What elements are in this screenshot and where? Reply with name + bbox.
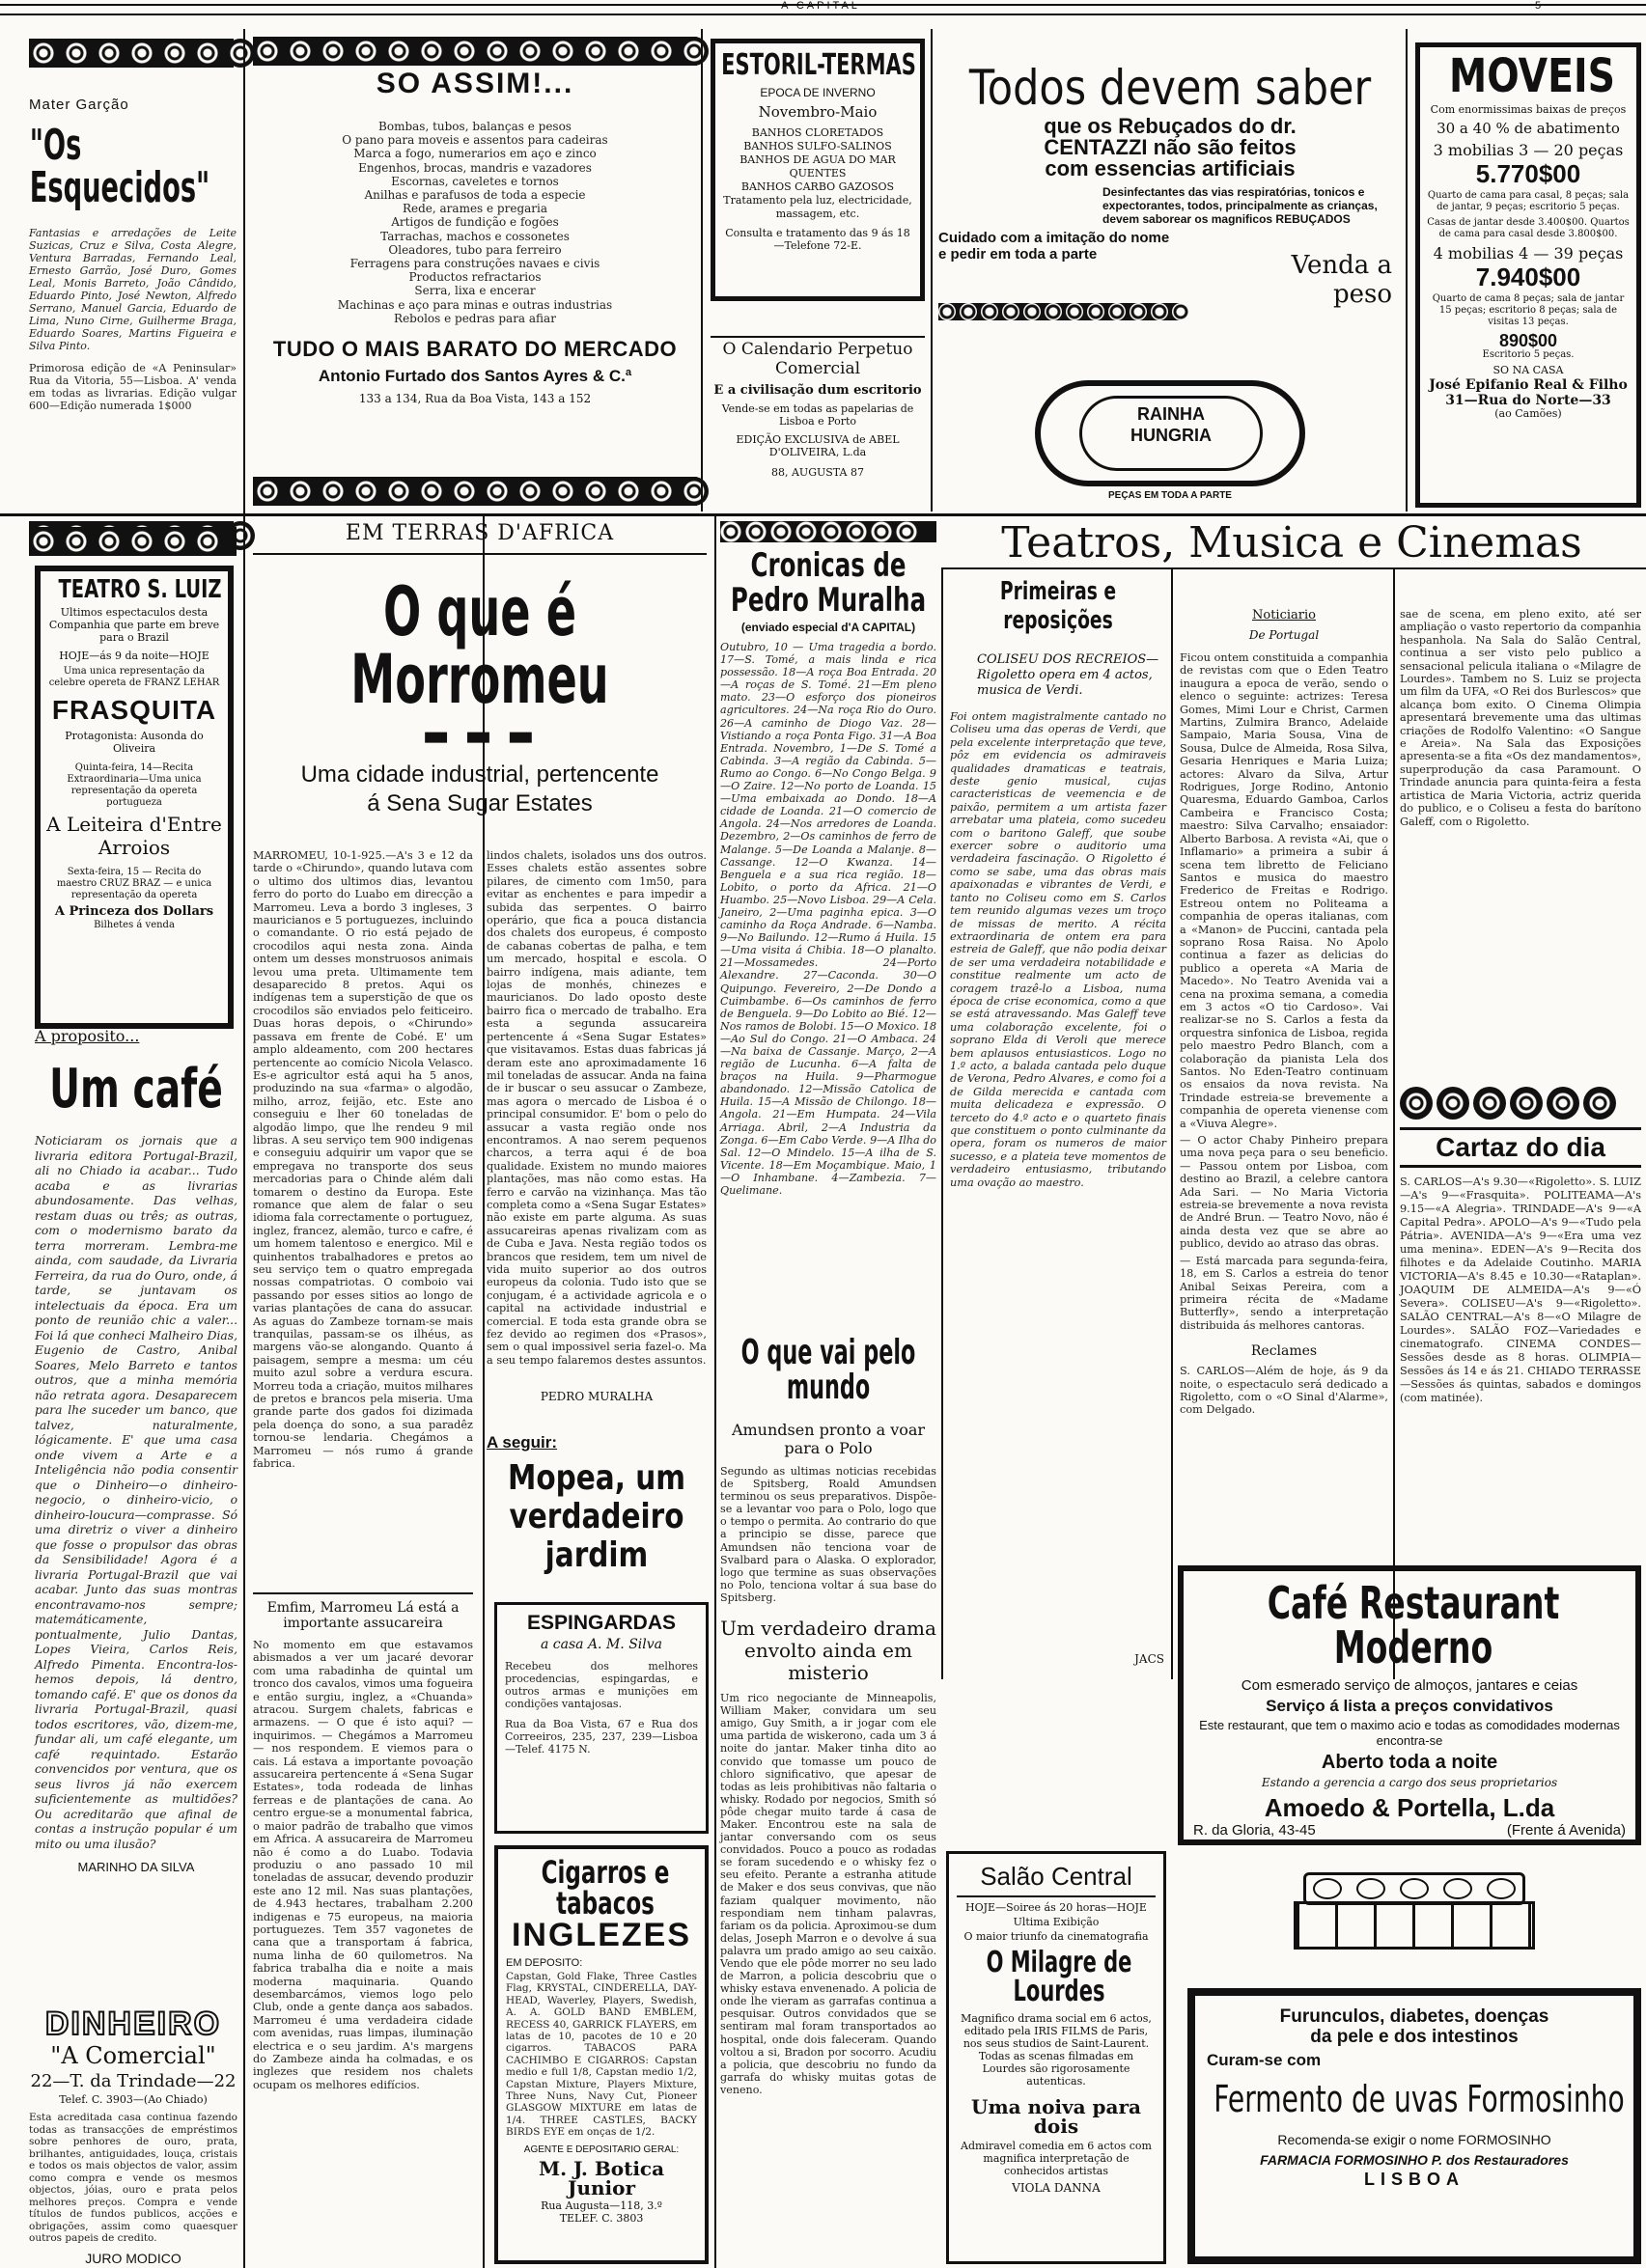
ornament-border (1400, 1087, 1641, 1120)
esquecidos-foot: Primorosa edição de «A Peninsular» Rua da Vitoria, 55—Lisboa. A' venda em todas as livrarias. Edição vulgar 600—Edição numerada 1$000 (29, 362, 237, 412)
formosinho-pharmacy: FARMACIA FORMOSINHO P. dos Restauradores (1260, 2152, 1569, 2168)
restaurant-address: R. da Gloria, 43-45 (1193, 1822, 1316, 1839)
espingardas-ad (494, 1602, 709, 1834)
so-assim-ad (253, 69, 697, 475)
product-line: Rede, arames e pregaria (402, 202, 548, 216)
restaurant-line1: Com esmerado serviço de almoços, jantares e ceias (1241, 1677, 1578, 1694)
so-assim-title: SO ASSIM!... (376, 68, 574, 99)
product-line: Anilhas e parafusos de toda a especie (364, 188, 586, 203)
treatment-line: QUENTES (789, 167, 847, 180)
teatros-col3 (1400, 608, 1641, 1091)
masthead-title: A CAPITAL (781, 0, 860, 12)
cronicas-body: Outubro, 10 — Uma tragedia a bordo. 17—S. Tomé, a mais linda e rica possessão. 18—A roça Boa Entrada. 20—A roças de S. Tomé. 21—Em pleno mato. 23—O esforço dos pioneiros agricultores. 24—Na roça Rio do Ouro. 26—A caminho de Diogo Vaz. 28—Vistiando a roça Ponta Figo. 31—A Boa Entrada. Novembro, 1—De S. Tomé a Cabinda. 3—A região da Cabinda. 5—Rumo ao Congo. 6—No Congo Belga. 9—O Zaire. 12—No porto de Loanda. 15—Uma embaixada ao Dondo. 18—A cidade de Loanda. 21—O comercio de Angola. 24—Nos arredores de Loanda. Dezembro, 2—Os caminhos de ferro de Malange. 5—De Loanda a Malanje. 8—Cassange. 12—O Kwanza. 14—Benguela e a sua rica região. 18—Lobito, o porto da Africa. 21—O Huambo. 25—Novo Lisboa. 29—A Cela. Janeiro, 2—Uma paginha epica. 3—O caminho da Roça Andrade. 6—Namba. 9—No Bailundo. 12—Rumo á Huila. 15—Uma visita á Chibia. 18—O planalto. 21—Mossamedes. 24—Porto Alexandre. 27—Caconda. 30—O Quipungo. Fevereiro, 2—De Dondo a Cuimbambe. 6—Os caminhos de ferro de Benguela. 9—Do Lobito ao Bié. 12—Nos ramos de Bolobi. 15—O Moxico. 18—Ao Sul do Congo. 21—O Ambaca. 24—Na baixa de Cassanje. Março, 2—A região de Lucunha. 6—A falta de braços na Huila. 9—Pharmogue abandonado. 12—Missão Catolica de Huila. 15—A Missão de Chilongo. 18—Angola. 21—Em Humpata. 24—Vila Arriaga. Abril, 2—A Industria da Zonga. 6—Em Cabo Verde. 9—A Ilha do Sal. 12—O Mindelo. 15—A ilha de S. Vicente. 18—Em Moçambique. Maio, 1—O Inhambane. 4—Zambezia. 7—Quelimane. (720, 641, 936, 1198)
treatment-line: BANHOS SULFO-SALINOS (743, 140, 892, 152)
so-assim-address: 133 a 134, Rua da Boa Vista, 143 a 152 (358, 392, 592, 406)
moveis-title: MOVEIS (1449, 49, 1615, 103)
ornament-border (720, 521, 936, 542)
restaurant-line5: Estando a gerencia a cargo dos seus proprietarios (1261, 1776, 1558, 1789)
moveis-price2: 7.940$00 (1475, 263, 1581, 291)
teatro-tickets: Bilhetes á venda (94, 920, 175, 930)
moveis-shop-near: (ao Camões) (1494, 407, 1562, 420)
formosinho-line2: da pele e dos intestinos (1310, 2027, 1519, 2047)
restaurant-ad (1178, 1565, 1641, 1845)
moveis-shop-address: 31—Rua do Norte—33 (1445, 393, 1611, 408)
cafe-kicker: A proposito... (35, 1027, 140, 1045)
moveis-discount: 30 a 40 % de abatimento (1437, 120, 1620, 137)
esquecidos-title: "Os Esquecidos" (29, 121, 210, 212)
moveis-shop-label: SO NA CASA (1493, 364, 1564, 376)
teatros-col1 (950, 577, 1166, 1677)
calendario-title: O Calendario Perpetuo Comercial (722, 340, 913, 378)
treatment-line: Tratamento pela luz, electricidade, massagem, etc. (723, 194, 912, 220)
ornament-border (253, 477, 697, 506)
tin-label (1079, 403, 1263, 461)
so-assim-slogan: TUDO O MAIS BARATO DO MERCADO (272, 337, 678, 362)
product-line: Rebolos e pedras para afiar (394, 311, 556, 325)
teatro-show: FRASQUITA (51, 695, 217, 725)
cigarros-ad (494, 1845, 709, 2264)
estoril-list (723, 126, 912, 221)
mundo-title: O que vai pelo mundo (740, 1333, 916, 1407)
product-line: Bombas, tubos, balanças e pesos (378, 120, 572, 133)
calendario-sub: E a civilisação dum escritorio (713, 383, 922, 398)
mundo-body: Segundo as ultimas noticias recebidas de Spitsberg, Roald Amundsen terminou os seus preparativos. Dispõe-se a levantar voo para o Polo, logo que o tempo o permita. Ao contrario do que a principio se disse, parece que Amundsen não tenciona voar de Svalbard para o Alaska. O explorador, logo que termine as suas observações no Polo, tenciona voltar á sua base do Spitsberg. (720, 1465, 936, 1604)
drama-title: Um verdadeiro drama envolto ainda em misterio (720, 1617, 936, 1685)
product-line: Serra, lixa e encerar (414, 284, 536, 298)
centazzi-line2: CENTAZZI não são feitos (1044, 135, 1297, 159)
africa-col2: lindos chalets, isolados uns dos outros. Esses chalets estão assentes sobre pilares, de cimento com 1m50, para evitar as enchentes e para impedir a subida das serpentes. O bairro operário, que fica a pouca distancia dos chalets dos europeus, é composto de cabanas cobertas de palha, e tem um mercado, hospital e escola. O bairro indígena, mais adiante, tem lojas de monhés, chinezes e mauricianos. Do lado oposto deste bairro fica o mercado de trabalho. Era esta a segunda assucareira pertencente á «Sena Sugar Estates» que visitavamos. Estas duas fabricas já deram este ano aproximadamente 16 mil toneladas de assucar. Anda na faina de ir buscar o seu assucar o Zambeze, mas agora o mercado de Lisboa é o principal consumidor. E' bom o pelo do assucar a vasta região onde nos encontramos. A nao serem pequenos charcos, a terra aqui é de boa qualidade. Existem no mundo maiores plantações, mas não como estas. Ha ferro e carvão na vizinhança. Mas tão completa como a «Sena Sugar Estates» não existe em parte alguma. As suas assucareiras apenas rivalizam com as de Cuba e Java. Nesta região todos os brancos que residem, tem um nivel de vida muito superior ao dos outros europeus da colonia. Tudo isto que se conjugam, é a actividade agricola e o capital na actividade industrial e comercial. E toda esta grande obra se fez devido ao regimen dos «Prasos», sem o qual impossivel seria fazel-o. Ma a seu tempo falaremos destes assuntos. (487, 849, 707, 1367)
reclames-title: Reclames (1250, 1343, 1318, 1360)
cigarros-agent: AGENTE E DEPOSITARIO GERAL: (523, 2144, 680, 2155)
salao-star: VIOLA DANNA (1012, 2181, 1101, 2195)
africa-title: O que é Morromeu (350, 572, 609, 719)
candy-tin-illustration (1035, 380, 1305, 486)
restaurant-firm: Amoedo & Portella, L.da (1264, 1793, 1555, 1822)
restaurant-line2: Serviço á lista a preços convidativos (1266, 1697, 1553, 1715)
ornament-border (29, 39, 234, 68)
formosinho-product: Fermento de uvas Formosinho (1214, 2078, 1625, 2120)
dinheiro-address: 22—T. da Trindade—22 (30, 2071, 237, 2091)
formosinho-line3: Curam-se com (1207, 2051, 1322, 2069)
calendario-sale: Vende-se em todas as papelarias de Lisboa e Porto (721, 402, 914, 428)
drama-body: Um rico negociante de Minneapolis, William Maker, convidara um seu amigo, Guy Smith, a ir jogar com ele uma partida de wiskerono, cada um 3 á noite do jantar. Maker tinha dito ao convido que tomasse um pouco de chloro significativo, que apesar de todas as leis prohibitivas não faltaria o whisky. Rodado por negocios, Smith só pôde chegar muito tarde á casa de Maker. Encontrou este na sala de jantar conversando com os seus convidados. Pouco a pouco as rodadas se foram sucedendo e o whisky fez o seu efeito. Perante a estranha atitude de Maker e dos seus convivas, que não faziam qualquer movimento, não respondiam nem tinham palavras, fariam os da policia. Aproximou-se dum delas, Joseph Marron e o devolve á sua palavra um prado amigo ao seu caixão. Vendo que ele pôde morrer no seu lado de Marron, a policia descobriu que o whisky estava envenenado. A policia de onde lhe vieram as garrafas continua a pesquisar. Outros convidados que se sentiram mal foram transportados ao hospital, onde dois faleceram. Quando voltou a si, Bradon por socorro. Acudiu a policia, que descobriu no fundo da garrafa do whisky muitas gotas de veneno. (720, 1692, 936, 2096)
salao-body2: Admiravel comedia em 6 actos com magnifica interpretação de conhecidos artistas (961, 2140, 1152, 2177)
teatros-col3-body: sae de scena, em pleno exito, até ser ampliação o vasto repertorio da companhia hespanhola. Na Sala do Salão Central, continua a ser visto pelo publico a sensacional pelicula italiana o «Milagre de Lourdes». Tambem no S. Luiz se projecta um film da UFA, «O Rei dos Burlescos» que alcança bom exito. O Cinema Olimpia apresentará brevemente uma das ultimas criações de Rodolfo Valentino: «O Sangue e Areia». Na Sala das Exposições apresenta-se a fita «Os dez mandamentos», superprodução da casa Paramount. O Trindade anuncia para quinta-feira a festa artistica de Maria Victoria, actriz querida do publico, e o Coliseu a festa do barítono Galeff, com o Rigoletto. (1400, 608, 1641, 828)
espingardas-title: ESPINGARDAS (526, 1612, 677, 1634)
cafe-article (35, 1027, 237, 1992)
africa-sub: Uma cidade industrial, pertencente á Sena Sugar Estates (300, 761, 659, 816)
treatment-line: BANHOS CARBO GAZOSOS (740, 180, 895, 193)
ornament-border (938, 303, 1180, 320)
esquecidos-kicker: Mater Garção (29, 97, 129, 113)
teatros-col2 (1180, 608, 1388, 1535)
noticiario-sub: De Portugal (1248, 628, 1320, 642)
reclames-body: S. CARLOS—Além de hoje, ás 9 da noite, o espectaculo será dedicado a Rigoletto, com o «O Sinal d'Alarme», com Delgado. (1180, 1365, 1388, 1417)
salao-central-ad (946, 1851, 1166, 2264)
teatro-sub: Ultimos espectaculos desta Companhia que parte em breve para o Brazil (48, 606, 220, 644)
treatment-line: BANHOS CLORETADOS (751, 126, 884, 139)
estoril-ad (711, 39, 925, 301)
product-line: Machinas e aço para minas e outras industrias (337, 297, 613, 312)
egg-box-illustration (1284, 1863, 1545, 1959)
restaurant-line4: Aberto toda a noite (1321, 1752, 1498, 1773)
ornament-border (29, 527, 237, 556)
teatro-show2: A Leiteira d'Entre Arroios (46, 813, 222, 859)
cartaz-title: Cartaz do dia (1400, 1127, 1641, 1168)
moveis-desc1: Quarto de cama para casal, 8 peças; sala de jantar, 9 peças; escritorio 5 peças. (1427, 190, 1630, 212)
estoril-note: Consulta e tratamento das 9 ás 18—Telefone 72-E. (725, 227, 910, 252)
estoril-season: EPOCA DE INVERNO (760, 86, 876, 99)
africa-follow-label: A seguir: (487, 1433, 558, 1452)
cigarros-title2: INGLEZES (511, 1917, 692, 1953)
cafe-title: Um café (49, 1058, 223, 1120)
moveis-price3: 890$00 (1498, 331, 1558, 350)
formosinho-line1: Furunculos, diabetes, doenças (1279, 2006, 1549, 2027)
espingardas-body: Recebeu dos melhores procedencias, espingardas, e outros armas e munições em condições vantajosas. (505, 1660, 698, 1710)
cigarros-label: EM DEPOSITO: (506, 1957, 583, 1969)
africa-kicker: EM TERRAS D'AFRICA (253, 521, 707, 555)
teatro-show3: A Princeza dos Dollars (54, 904, 214, 919)
calendario-foot: 88, AUGUSTA 87 (771, 466, 864, 479)
africa-box (253, 1592, 473, 2268)
salao-film: O Milagre de Lourdes (986, 1946, 1132, 2008)
moveis-shop: José Epifanio Real & Filho (1429, 377, 1628, 393)
product-line: O pano para moveis e assentos para cadeiras (342, 133, 608, 148)
salao-line1: HOJE—Soiree ás 20 horas—HOJE (965, 1901, 1147, 1914)
product-line: Engenhos, brocas, mandris e vazadores (358, 160, 592, 175)
dinheiro-foot: JURO MODICO (85, 2250, 181, 2266)
teatro-desc: Uma unica representação da celebre opereta de FRANZ LEHAR (48, 666, 220, 688)
dinheiro-title: DINHEIRO (44, 2005, 222, 2042)
page-number: 5 (1535, 0, 1542, 12)
cigarros-address: Rua Augusta—118, 3.º (541, 2199, 662, 2212)
estoril-title: ESTORIL-TERMAS (721, 48, 916, 82)
dinheiro-tel: Telef. C. 3903—(Ao Chiado) (59, 2093, 208, 2106)
calendario-edition: EDIÇÃO EXCLUSIVA de ABEL D'OLIVEIRA, L.da (736, 433, 900, 458)
moveis-price1: 5.770$00 (1475, 159, 1581, 188)
moveis-desc2: Quarto de cama 8 peças; sala de jantar 15 peças; escritorio 8 peças; sala de visitas 13 peças. (1432, 293, 1625, 327)
ornament-border (253, 37, 697, 66)
centazzi-ad (938, 62, 1402, 510)
moveis-offer2: 4 mobilias 4 — 39 peças (1433, 244, 1624, 263)
moveis-desc3: Escritorio 5 peças. (1482, 349, 1575, 360)
cartaz-body: S. CARLOS—A's 9.30—«Rigoletto». S. LUIZ—A's 9—«Frasquita». POLITEAMA—A's 9.15—«A Alegria». TRINDADE—A's 9—«A Capital Pedra». APOLO—A's 9—«Tudo pela Pátria». AVENIDA—A's 9—«Era uma vez uma menina». EDEN—A's 9—Recita dos filhotes e da Adelaide Coutinho. MARIA VICTORIA—A's 8.45 e 10.30—«Rataplan». JOAQUIM DE ALMEIDA—A's 9—«Ó Severa». COLISEU—A's 9—«Rigoletto». SALÃO CENTRAL—A's 8—«O Milagre de Lourdes». SALÃO FOZ—Variedades e cinematografo. CINEMA CONDES—Sessões desde as 8 horas. OLIMPIA—Sessões ás 14 e ás 21. CHIADO TERRASSE—Sessões ás quintas, sabados e domingos (com matinée). (1400, 1175, 1641, 1404)
product-line: Artigos de fundição e fogões (391, 215, 559, 230)
teatro-thu: Quinta-feira, 14—Recita Extraordinaria—Uma unica representação da opereta portugueza (67, 762, 202, 808)
moveis-note: Casas de jantar desde 3.400$00. Quartos de cama para casal desde 3.800$00. (1427, 217, 1630, 239)
noticiario-title: Noticiario (1252, 608, 1316, 622)
primeiras-sub: COLISEU DOS RECREIOS—Rigoletto opera em 4 actos, musica de Verdi. (977, 652, 1159, 698)
treatment-line: BANHOS DE AGUA DO MAR (739, 153, 896, 166)
primeiras-body: Foi ontem magistralmente cantado no Coliseu uma das operas de Verdi, que pela excelente interpretação que teve, pôz em evidencia os admiraveis qualidades dramaticas e teatrais, deste genio musical, cujas caracteristicas de veemencia e de paixão, permitem a um artista fazer arrebatar uma plateia, como sucedeu com o baritono Galeff, que soube exercer sobre o auditorio uma verdadeira fascinação. O Rigoletto é como se sabe, uma das obras mais apaixonadas e vibrantes de Verdi, e tanto no Coliseu como em S. Carlos tem reunido algumas vezes um troço de missas de merito. A récita extraordinaria de ontem era para estreia de Galeff, que não podia deixar de ser uma verdadeira notabilidade e constitue realmente um acto de coragem trazê-lo a Lisboa, numa época de crise economica, como a que se está atravessando. Mas Galeff teve uma colaboração excelente, foi o soprano Elda di Veroli que merece bem aplausos entusiasticos. Logo no 1.º acto, a balada cantada pelo duque de Verona, Pedro Alvares, e como foi a de Gilda merecida e cantada com muita delicadeza e expressão. O terceto do 4.º acto e o quarteto finais que constituem o ponto culminante da opera, foram os numeros de maior sucesso, e a plateia teve momentos de verdadeiro entusiasmo, tributando uma ovação ao maestro. (950, 710, 1166, 1189)
noticiario-body2: — O actor Chaby Pinheiro prepara uma nova peça para o seu beneficio. — Passou ontem por Lisboa, com destino ao Brazil, a celebre cantora Ada Sari. — No Maria Victoria estreia-se brevemente a nova revista de André Brun. — Teatro Novo, não é ainda desta vez que se abre ao publico, devido ao atraso das obras. (1180, 1134, 1388, 1251)
centazzi-line3: com essencias artificiais (1045, 156, 1296, 180)
product-line: Escornas, caveletes e tornos (391, 174, 559, 188)
product-line: Tarrachas, machos e cossonetes (380, 229, 570, 243)
restaurant-address2: (Frente á Avenida) (1506, 1822, 1626, 1839)
dinheiro-body: Esta acreditada casa continua fazendo todas as transacções de empréstimos sobre penhores de ouro, prata, brilhantes, antiguidades, louça, cristais e todos os mais objectos de valor, assim como compra e vende os mesmos objectos, jóias, ouro e prata pelos melhores preços. Compra e vende títulos de fundos publicos, acções e obrigações, assim como quaesquer outros papeis de credito. (29, 2112, 237, 2244)
product-line: Marca a fogo, numerarios em aço e zinco (353, 147, 597, 161)
tin-label-line: HUNGRIA (1130, 426, 1212, 445)
restaurant-line3: Este restaurant, que tem o maximo acio e todas as comodidades modernas encontra-se (1199, 1718, 1620, 1748)
product-line: Ferragens para construções navaes e civis (349, 257, 600, 271)
moveis-offer1: 3 mobilias 3 — 20 peças (1433, 141, 1624, 159)
cigarros-firm: M. J. Botica Junior (538, 2156, 665, 2199)
teatro-cast: Protagonista: Ausonda do Oliveira (65, 730, 204, 755)
africa-signature: PEDRO MURALHA (540, 1390, 654, 1403)
dinheiro-ad (29, 2007, 237, 2264)
salao-line3: O maior triunfo da cinematografia (963, 1930, 1149, 1943)
esquecidos-body: Fantasias e arredações de Leite Suzicas, Cruz e Silva, Costa Alegre, Ventura Barradas, Fernando Leal, Ernesto Garrão, José Duro, Gomes Leal, Monis Barreto, João Cândido, Eduardo Pinto, José Newton, Alfredo Serrano, Manuel Garcia, Eduardo de Lima, Nuno Cirne, Guilherme Braga, Eduardo Soares, Martins Figueira e Silva Pinto. (29, 227, 237, 352)
africa-box-title: Emfim, Marromeu Lá está a importante assucareira (253, 1592, 473, 1631)
centazzi-line1: que os Rebuçados do dr. (1044, 114, 1297, 138)
centazzi-warning: Cuidado com a imitação do nome e pedir em toda a parte (938, 230, 1170, 263)
dinheiro-firm: "A Comercial" (50, 2042, 216, 2069)
teatro-s-luiz-ad (35, 566, 234, 1029)
so-assim-firm: Antonio Furtado dos Santos Ayres & C.ª (318, 367, 632, 386)
formosinho-line4: Recomenda-se exigir o nome FORMOSINHO (1277, 2132, 1551, 2147)
product-line: Oleadores, tubo para ferreiro (388, 242, 562, 257)
cigarros-tel: TELEF. C. 3803 (559, 2211, 644, 2225)
africa-follow: Mopea, um verdadeiro jardim (507, 1458, 685, 1575)
espingardas-address: Rua da Boa Vista, 67 e Rua dos Correeiros, 235, 237, 239—Lisboa—Telef. 4175 N. (505, 1718, 698, 1756)
moveis-ad (1415, 42, 1641, 508)
cronicas-title: Cronicas de Pedro Muralha (730, 546, 927, 620)
noticiario-body3: — Está marcada para segunda-feira, 18, em S. Carlos a estreia do tenor Anibal Seixas Pereira, com a primeira récita de «Madame Butterfly», sendo a interpretação distribuida ás melhores cantoras. (1180, 1254, 1388, 1332)
espingardas-sub: a casa A. M. Silva (540, 1637, 662, 1652)
teatro-fri: Sexta-feira, 15 — Recita do maestro CRUZ BRAZ — e unica representação da opereta (56, 867, 212, 900)
salao-title: Salão Central (957, 1862, 1156, 1897)
teatros-section-title: Teatros, Musica e Cinemas (1001, 518, 1582, 567)
mundo-sub: Amundsen pronto a voar para o Polo (731, 1421, 926, 1457)
formosinho-ad (1187, 1988, 1641, 2264)
moveis-intro: Com enormissimas baixas de preços (1430, 103, 1627, 116)
cronicas-column (720, 548, 936, 2266)
centazzi-desc: Desinfectantes das vias respiratórias, tonicos e expectorantes, todos, principalmente as crianças, devem saborear os magnificos REBUÇADOS (1102, 185, 1378, 226)
estoril-months: Novembro-Maio (758, 103, 878, 121)
tin-label-line: RAINHA (1137, 404, 1205, 424)
restaurant-title: Café Restaurant Moderno (1267, 1577, 1560, 1673)
cigarros-title: Cigarros e tabacos (541, 1854, 670, 1922)
formosinho-city: LISBOA (1363, 2170, 1465, 2189)
cronicas-sub: (enviado especial d'A CAPITAL) (740, 621, 916, 634)
africa-article: EM TERRAS D'AFRICA O que é Morromeu ▬ ▬ ▬ Uma cidade industrial, pertencente á Sena Sugar Estates MARROMEU, 10-1-925.—A's 3 e 12 da tarde o «Chirundo», quando lutava com o ultimo dos ultimos dias, levantou ferro do porto do Luabo em direcção a Marromeu. Leva a bordo 3 ingleses, 3 mauricianos e 5 portuguezes, incluindo o comandante. O rio está pejado de crocodilos aqui nesta zona. Ainda ontem um desses monstruosos animais levou uma preta. Ultimamente tem desaparecido 8 pretos. Aqui os indígenas tem a superstição de que os crocodilos são enviados pelo feiticeiro. Duas horas depois, o «Chirundo» passava em frente de Cobé. E' um amplo aldeamento, com 200 hectares pertencente ao comício Nicola Velasco. Es-e agricultor está aqui ha 5 anos, produzindo na sua «farma» o algodão, milho, arroz, feijão, etc. Este ano conseguiu e lher 60 toneladas de algodão limpo, que lhe rendeu 9 mil libras. A seu serviço tem 900 indigenas e conseguiu adquirir um vapor que se empregava no transporte dos seus mercadorias para o Chinde além dali tomarem o destino da Europa. Este romance que alem de falar o seu idioma fala correctamente o portuguez, inglez, francez, alemão, turco e cafre, é um homem talentoso e energico. Mil e quinhentos trabalhadores e pretos ao seu serviço tem o quatro empregada nossas compatriotas. O comboio vai passando por esses sitios ao longo de varias plantações de cana do assucar. As aguas do Zambeze tornam-se mais tranquilas, passam-se os ilhéus, as margens vão-se alongando. Quanto á paisagem, sempre a mesma: um céu muito azul sobre a verdura escura. Morreu toda a criação, muitos milhares de pretos e brancos pela miseria. Uma grande parte dos gados foi dizimada pela doença do sono, a sua paradêz tornou-se lendaria. Chegámos a Marromeu — nós rumo á grande fabrica. lindos chalets, isolados uns dos outros. Esses chalets estão assentes sobre pilares, de cimento com 1m50, para evitar as enchentes e para impedir a subida das serpentes. O bairro operário, que fica a pouca distancia dos chalets dos europeus, é composto de cabanas cobertas de palha, e tem um mercado, hospital e escola. O bairro indígena, mais adiante, tem lojas de monhés, chinezes e mauricianos. Do lado oposto deste bairro fica o mercado de trabalho. Era esta a segunda assucareira pertencente á «Sena Sugar Estates» que visitavamos. Estas duas fabricas já deram este ano aproximadamente 16 mil toneladas de assucar. Anda na faina de ir buscar o seu assucar o Zambeze, mas agora o mercado de Lisboa é o principal consumidor. E' bom o pelo do assucar a vasta região onde nos encontramos. A nao serem pequenos charcos, a terra aqui é de boa qualidade. Existem no mundo maiores plantações, mas não como estas. Ha ferro e carvão na vizinhança. Mas tão completa como a «Sena Sugar Estates» não existe em parte alguma. As suas assucareiras apenas rivalizam com as de Cuba e Java. Nesta região todos os brancos que residem, tem um nivel de vida muito superior ao dos outros europeus da colonia. Tudo isto que se conjugam, é a actividade agricola e o capital na actividade industrial e comercial. E toda esta grande obra se fez devido ao regimen dos «Prasos», sem o qual impossivel seria fazel-o. Ma a seu tempo falaremos destes assuntos. PEDRO MURALHA A seguir: Mopea, um verdadeiro jardim (253, 521, 707, 1737)
teatro-today: HOJE—ás 9 da noite—HOJE (59, 650, 209, 662)
salao-body: Magnifico drama social em 6 actos, editado pela IRIS FILMS de Paris, nos seus studios de Saint-Laurent. Todas as scenas filmadas em Lourdes são rigorosamente autenticas. (961, 2012, 1152, 2088)
cafe-signature: MARINHO DA SILVA (77, 1860, 195, 1874)
salao-line2: Ultima Exibição (1013, 1916, 1100, 1928)
salao-film2: Uma noiva para dois (971, 2095, 1141, 2138)
teatros-signature: JACS (1134, 1652, 1164, 1666)
calendario-ad (711, 336, 925, 506)
africa-box-body: No momento em que estavamos abismados a ver um jacaré devorar com uma rabadinha de quintal um tronco dos cavalos, vimos uma fogueira e então surgiu, inglez, a «Chuanda» atracou. Surgem chalets, fabricas e armazens. — O que é isto aqui? — inquirimos. — Chegámos a Marromeu — nos respondem. E viemos para o cais. Lá estava a importante povoação assucareira pertencente á «Sena Sugar Estates», toda rodeada de linhas ferreas e de plantações de cana. Ao centro ergue-se a monumental fabrica, o maior padrão de trabalho que vimos em Africa. A assucareira de Marromeu não é como a do Luabo. Todavia produziu o ano passado 10 mil toneladas de assucar, devendo produzir este ano 12 mil. Nas suas plantações, de 4.943 hectares, trabalham 2.200 indigenas e 75 europeus, na maioria portuguezes. Tem 357 vagonetes de cana que a transportam á fabrica, numa linha de 60 quilometros. Na fabrica trabalha dia e noite a mais moderna maquinaria. Quando desembarcámos, viemos logo pelo Club, onde a gente dança aos sabados. Marromeu é uma verdadeira cidade com avenidas, ruas limpas, iluminação electrica e o seu jardim. A's margens do Zambeze ainda ha colmadas, e os inglezes que residem nos chalets ocupam os melhores edifícios. (253, 1639, 473, 2091)
noticiario-body: Ficou ontem constituida a companhia de revistas com que o Eden Teatro inaugura a epoca de verão, sendo o elenco o seguinte: actrizes: Teresa Gomes, Mimi Lour e Christ, Carmen Martins, Zulmira Branco, Adelaide Sampaio, Maria Sousa, Vina de Sousa, Dulce de Almeida, Rosa Silva, Gesaria Henriques e Maria Luiza; actores: Alvaro da Silva, Artur Rodrigues, Jorge Rodino, Antonio Quaresma, Eduardo Gamboa, Carlos Cambeira e Francisco Costa; maestro: Silva Carvalho; ensaiador: Alberto Barbosa. A revista «Ai, que o Inflamario» a primeira a subir á scena tem libretto de Feliciano Santos e musica do maestro Frederico de Freitas e Rodrigo. Estreou ontem no Politeama a companhia de operas italianas, com a «Manon» de Puccini, cantada pela soprano Rosa Raisa. No Apolo continua a fazer as delicias do publico a opereta «A Maria de Macedo». No Teatro Avenida vai a cena na proxima semana, a comedia em 3 actos «O tio Cardoso». Vai realizar-se no S. Carlos a festa da orquestra sinfonica de Lisboa, regida pelo maestro Pedro Blanch, com a colaboração da pianista Lela dos Santos. No Eden-Teatro continuam os ensaios da nova revista. Na Trindade estreia-se brevemente a companhia de opereta vienense com a «Viuva Alegre». (1180, 651, 1388, 1130)
cigarros-body: Capstan, Gold Flake, Three Castles Flag, KRYSTAL, CINDERELLA, DAY-HEAD, Waverley, Players, Swedish, A. A. GOLD BAND EMBLEM, RECESS 40, GARRICK FLAYERS, em latas de 10, pacotes de 10 e 20 cigarros. TABACOS PARA CACHIMBO E CIGARROS: Capstan medio e full 1/8, Capstan medio 1/2, Capstan Mixture, Players Mixture, Three Nuns, Navy Cut, Pioneer GLASGOW MIXTURE em latas de 1/4. THREE CASTLES, BACKY BIRDS EYE em onças de 1/2. (506, 1971, 697, 2139)
primeiras-title: Primeiras e reposições (999, 577, 1117, 635)
cafe-body: Noticiaram os jornais que a livraria editora Portugal-Brazil, ali no Chiado ia acabar... Tudo acaba e as livrarias abundosamente. Das velhas, restam duas ou três; as outras, com o modernismo barato da terra morreram. Lembra-me ainda, com saudade, da Livraria Ferreira, da rua do Ouro, onde, á tarde, se juntavam os intelectuais da época. Era um ponto de reunião chic a valer... Foi lá que conheci Malheiro Dias, Eugenio de Castro, Anibal Soares, Melo Barreto e tantos outros, que a minha memória não retrata agora. Desaparecem para lhe suceder um banco, que talvez, naturalmente, lógicamente. E' que uma casa onde vivem a Arte e a Inteligência não podia consentir que o Dinheiro—o dinheiro-negocio, o dinheiro-vicio, o dinheiro-loucura—comprasse. Só uma diretriz o viver a dinheiro que fosse o propulsor das obras da Sensibilidade! Agora é a livraria Portugal-Brazil que vai acabar. Junto das suas montras encontravamo-nos sempre; matemáticamente, pontualmente, Julio Dantas, Lopes Vieira, Carlos Reis, Alfredo Pimenta. Encontra-los-hemos depois, lá dentro, tomando café. E' que os donos da livraria Portugal-Brazil, quasi todos escritores, vão, dizem-me, fundar ali, um café elegante, um café requintado. Estarão convencidos por ventura, que os seus livros já não exercem suficientemente as multidões? Ou acreditarão que afinal de contas a instrução popular é um mito ou uma ilusão? (35, 1134, 237, 1851)
centazzi-headline: Todos devem saber (968, 60, 1372, 116)
product-line: Productos refractarios (408, 270, 542, 285)
tin-foot: PEÇAS EM TODA A PARTE (1108, 490, 1232, 501)
so-assim-list (253, 120, 697, 325)
africa-col1: MARROMEU, 10-1-925.—A's 3 e 12 da tarde o «Chirundo», quando lutava com o ultimo dos ultimos dias, levantou ferro do porto do Luabo em direcção a Marromeu. Leva a bordo 3 ingleses, 3 mauricianos e 5 portuguezes, incluindo o comandante. O rio está pejado de crocodilos aqui nesta zona. Ainda ontem um desses monstruosos animais levou uma preta. Ultimamente tem desaparecido 8 pretos. Aqui os indígenas tem a superstição de que os crocodilos são enviados pelo feiticeiro. Duas horas depois, o «Chirundo» passava em frente de Cobé. E' um amplo aldeamento, com 200 hectares pertencente ao comício Nicola Velasco. Es-e agricultor está aqui ha 5 anos, produzindo na sua «farma» o algodão, milho, arroz, feijão, etc. Este ano conseguiu e lher 60 toneladas de algodão limpo, que lhe rendeu 9 mil libras. A seu serviço tem 900 indigenas e conseguiu adquirir um vapor que se empregava no transporte dos seus mercadorias para o Chinde além dali tomarem o destino da Europa. Este romance que alem de falar o seu idioma fala correctamente o portuguez, inglez, francez, alemão, turco e cafre, é um homem talentoso e energico. Mil e quinhentos trabalhadores e pretos ao seu serviço tem o quatro empregada nossas compatriotas. O comboio vai passando por esses sitios ao longo de varias plantações de cana do assucar. As aguas do Zambeze tornam-se mais tranquilas, passam-se os ilhéus, as margens vão-se alongando. Quanto á paisagem, sempre a mesma: um céu muito azul sobre a verdura escura. Morreu toda a criação, muitos milhares de pretos e brancos pela miseria. Uma grande parte dos gados foi dizimada pela doença do sono, a sua paradêz tornou-se lendaria. Chegámos a Marromeu — nós rumo á grande fabrica. (253, 849, 473, 1471)
centazzi-sale: Venda a peso (1291, 251, 1392, 309)
teatro-title: TEATRO S. LUIZ (58, 575, 222, 604)
esquecidos-ad (29, 97, 237, 521)
